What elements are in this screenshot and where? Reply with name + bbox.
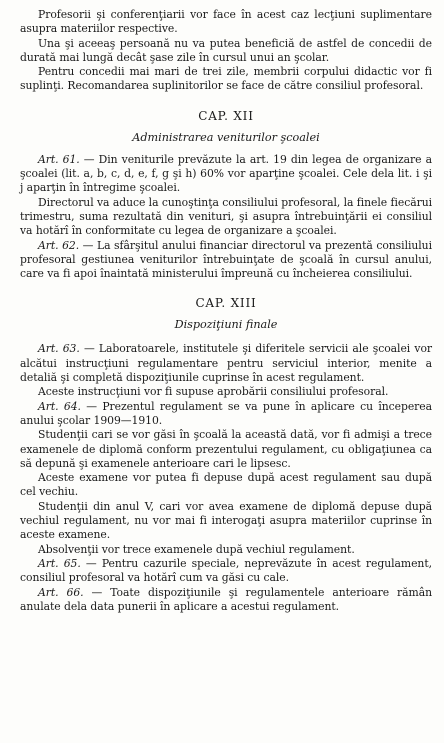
article-64-label: Art. 64. [38,399,81,413]
article-65 [20,557,432,586]
paragraph-suplimentare: Profesorii şi conferenţiarii vor face în acest caz lecţiuni suplimentare asupra materiilor respective. [20,8,432,36]
article-64-text: — Prezentul regulament se va pune în aplicare cu începerea anului şcolar 1909—1910. [20,399,432,427]
paragraph-instructiuni: Aceste instrucţiuni vor fi supuse aprobării consiliului profesoral. [38,385,389,399]
paragraph-concedii: Una şi aceeaş persoană nu va putea beneficiă de astfel de concedii de durată mai lungă decât şase zile în cursul unui an şcolar. [20,36,432,64]
article-63-text: — Laboratoarele, institutele şi diferitele servicii ale şcoalei vor alcătui instrucţiuni regulamentare pentru serviciul interior, menite a detaliă şi completă dispoziţiunile cuprinse în acest regulament. [20,342,433,385]
article-61 [20,153,432,196]
paragraph-director: Directorul va aduce la cunoştinţa consiliului profesoral, la finele fiecărui trimestru, suma rezultată din venituri, şi asupra întrebuinţării ei consiliul va hotărî în conformitate cu legea de organizare a şcoalei. [20,195,432,238]
chapter-xii-heading: CAP. XII [198,108,254,123]
paragraph-examene: Aceste examene vor putea fi depuse după acest regulament sau după cel vechiu. [20,471,432,499]
article-62 [20,239,432,282]
paragraph-suplinitori: Pentru concedii mai mari de trei zile, membrii corpului didactic vor fi suplinţi. Recomandarea suplinitorilor se face de către consiliul profesoral. [20,65,432,93]
article-63 [20,342,432,385]
article-61-text: — Din veniturile prevăzute la art. 19 din legea de organizare a şcoalei (lit. a, b, c, d, e, f, g şi h) 60% vor aparţine şcoalei. Cele dela lit. i şi j aparţin în întregime şcoalei. [20,152,432,195]
paragraph-anul-v: Studenţii din anul V, cari vor avea examene de diplomă depuse după vechiul regulament, nu vor mai fi interogaţi asupra materiilor cuprinse în aceste examene. [20,499,432,542]
paragraph-studenti: Studenţii cari se vor găsi în şcoală la această dată, vor fi admişi a trece examenele de diplomă conform prezentului regulament, cu obligaţiunea ca să depună şi examenele anterioare cari le lipsesc. [20,428,432,470]
article-66-text: — Toate dispoziţiunile şi regulamentele anterioare rămân anulate dela data punerii în aplicare a acestui regulament. [20,585,433,613]
article-65-label: Art. 65. [38,556,81,570]
article-65-text: — Pentru cazurile speciale, neprevăzute în acest regulament, consiliul profesoral va hotărî cum va găsi cu cale. [20,556,433,585]
chapter-xiii-heading: CAP. XIII [195,296,257,311]
article-62-label: Art. 62. [38,238,80,252]
chapter-xii-subtitle: Administrarea veniturilor şcoalei [132,130,320,144]
article-66 [20,586,432,615]
article-61-label: Art. 61. [38,152,80,166]
article-64 [20,400,432,429]
paragraph-absolventii: Absolvenţii vor trece examenele după vechiul regulament. [38,542,355,556]
article-62-text: — La sfârşitul anului financiar directorul va prezentă consiliului profesoral gestiunea veniturilor întrebuinţate de şcoală în cursul anului, care va fi apoi înaintată ministerului împreună cu încheierea consiliului. [20,238,432,281]
chapter-xiii-subtitle: Dispoziţiuni finale [174,318,278,332]
article-63-label: Art. 63. [38,342,80,356]
article-66-label: Art. 66. [38,585,84,599]
